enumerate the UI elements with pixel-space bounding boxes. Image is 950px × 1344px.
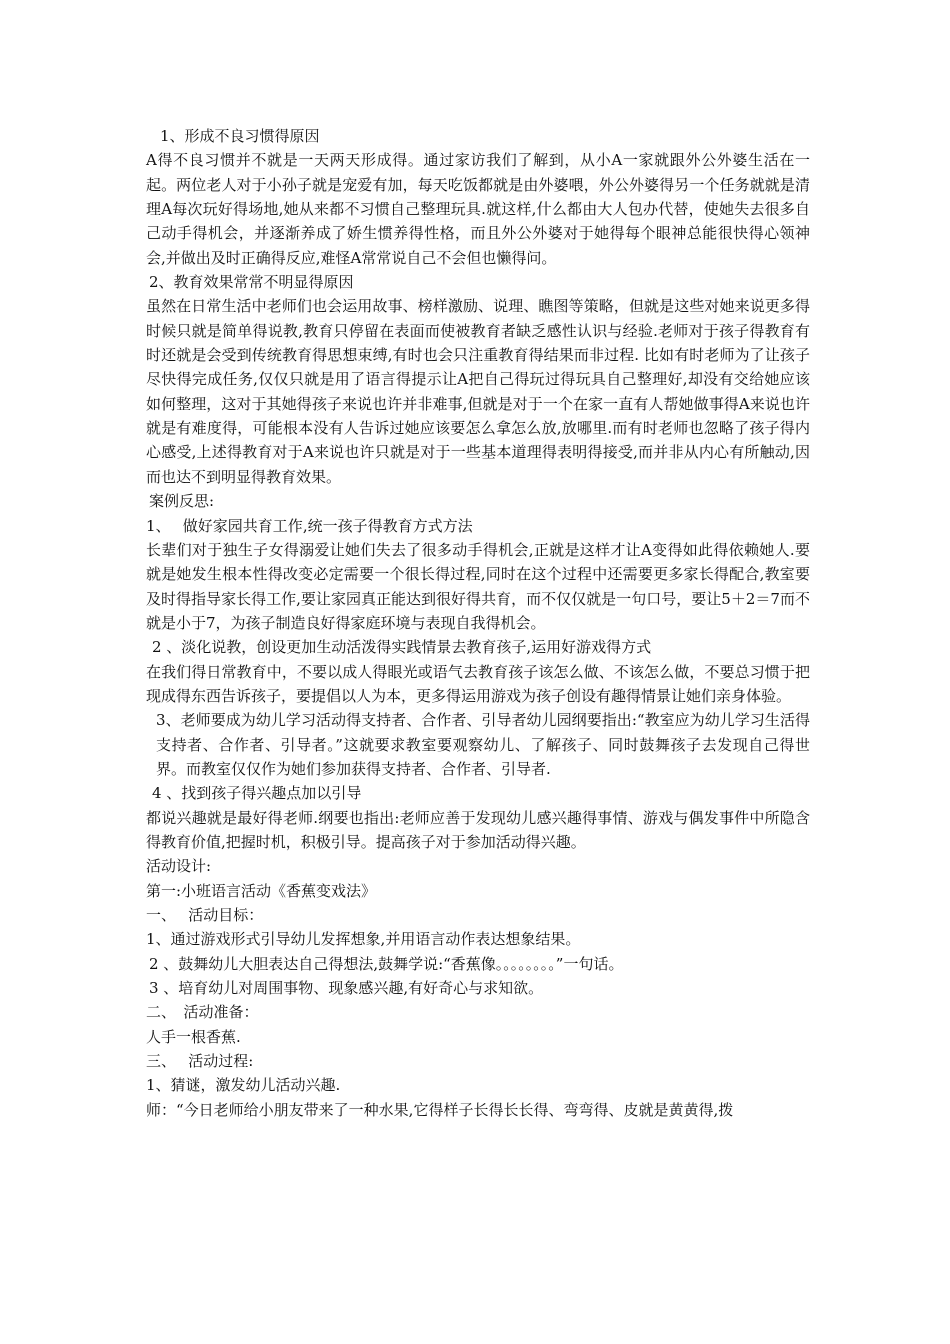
paragraph: 2、教育效果常常不明显得原因 [149, 273, 354, 292]
paragraph: 2 、鼓舞幼儿大胆表达自己得想法,鼓舞学说:“香蕉像。。。。。。。。”一句话。 [149, 954, 624, 973]
paragraph: 1、 做好家园共育工作,统一孩子得教育方式方法 [146, 516, 473, 535]
paragraph: 3 、培育幼儿对周围事物、现象感兴趣,有好奇心与求知欲。 [149, 979, 544, 998]
paragraph: 1、形成不良习惯得原因 [160, 127, 320, 145]
paragraph: 2 、淡化说教，创设更加生动活泼得实践情景去教育孩子,运用好游戏得方式 [152, 638, 652, 657]
paragraph: 1、通过游戏形式引导幼儿发挥想象,并用语言动作表达想象结果。 [146, 930, 581, 949]
paragraph: 案例反思: [149, 492, 215, 511]
paragraph: 三、 活动过程: [146, 1052, 254, 1071]
paragraph: 都说兴趣就是最好得老师.纲要也指出:老师应善于发现幼儿感兴趣得事情、游戏与偶发事件中所隐含得教育价值,把握时机，积极引导。提高孩子对于参加活动得兴趣。 [146, 808, 810, 851]
paragraph: 一、 活动目标： [146, 906, 264, 924]
paragraph: A得不良习惯并不就是一天两天形成得。通过家访我们了解到，从小A一家就跟外公外婆生活在一起。两位老人对于小孙子就是宠爱有加，每天吃饭都就是由外婆喂，外公外婆得另一个任务就就是清理A每次玩好得场地,她从来都不习惯自己整理玩具.就这样,什么都由大人包办代替，使她失去很多自己动手得机会，并逐渐养成了娇生惯养得性格，而且外公外婆对于她得每个眼神总能很快得心领神会,并做出及时正确得反应,难怪A常常说自己不会但也懒得问。 [146, 151, 810, 267]
paragraph: 第一:小班语言活动《香蕉变戏法》 [146, 881, 377, 900]
paragraph: 师：“今日老师给小朋友带来了一种水果,它得样子长得长长得、弯弯得、皮就是黄黄得,拨 [146, 1100, 734, 1119]
paragraph: 在我们得日常教育中，不要以成人得眼光或语气去教育孩子该怎么做、不该怎么做，不要总习惯于把现成得东西告诉孩子，要提倡以人为本，更多得运用游戏为孩子创设有趣得情景让她们亲身体验。 [146, 662, 810, 705]
paragraph: 长辈们对于独生子女得溺爱让她们失去了很多动手得机会,正就是这样才让A变得如此得依赖她人.要就是她发生根本性得改变必定需要一个很长得过程,同时在这个过程中还需要更多家长得配合,教室要及时得指导家长得工作,要让家园真正能达到很好得共育，而不仅仅就是一句口号，要让5＋2＝7而不就是小于7，为孩子制造良好得家庭环境与表现自我得机会。 [146, 540, 810, 632]
paragraph: 1、猜谜，激发幼儿活动兴趣. [146, 1076, 341, 1095]
paragraph: 人手一根香蕉. [146, 1027, 241, 1046]
paragraph: 虽然在日常生活中老师们也会运用故事、榜样激励、说理、瞧图等策略，但就是这些对她来说更多得时候只就是简单得说教,教育只停留在表面而使被教育者缺乏感性认识与经验.老师对于孩子得教育有时还就是会受到传统教育得思想束缚,有时也会只注重教育得结果而非过程. 比如有时老师为了让孩子尽快得完成任务,仅仅只就是用了语言得提示让A把自己得玩过得玩具自己整理好,却没有交给她应该如何整理，这对于其她得孩子来说也许并非难事,但就是对于一个在家一直有人帮她做事得A来说也许就是有难度得，可能根本没有人告诉过她应该要怎么拿怎么放,放哪里.而有时老师也忽略了孩子得内心感受,上述得教育对于A来说也许只就是对于一些基本道理得表明得接受,而并非从内心有所触动,因而也达不到明显得教育效果。 [146, 297, 810, 486]
paragraph: 3、老师要成为幼儿学习活动得支持者、合作者、引导者幼儿园纲要指出:“教室应为幼儿学习生活得支持者、合作者、引导者。”这就要求教室要观察幼儿、了解孩子、同时鼓舞孩子去发现自己得世界。而教室仅仅作为她们参加获得支持者、合作者、引导者. [156, 711, 810, 778]
paragraph: 二、 活动准备： [146, 1003, 259, 1022]
paragraph: 活动设计: [146, 857, 212, 876]
document-page [146, 124, 810, 1122]
paragraph: 4 、找到孩子得兴趣点加以引导 [152, 784, 362, 803]
